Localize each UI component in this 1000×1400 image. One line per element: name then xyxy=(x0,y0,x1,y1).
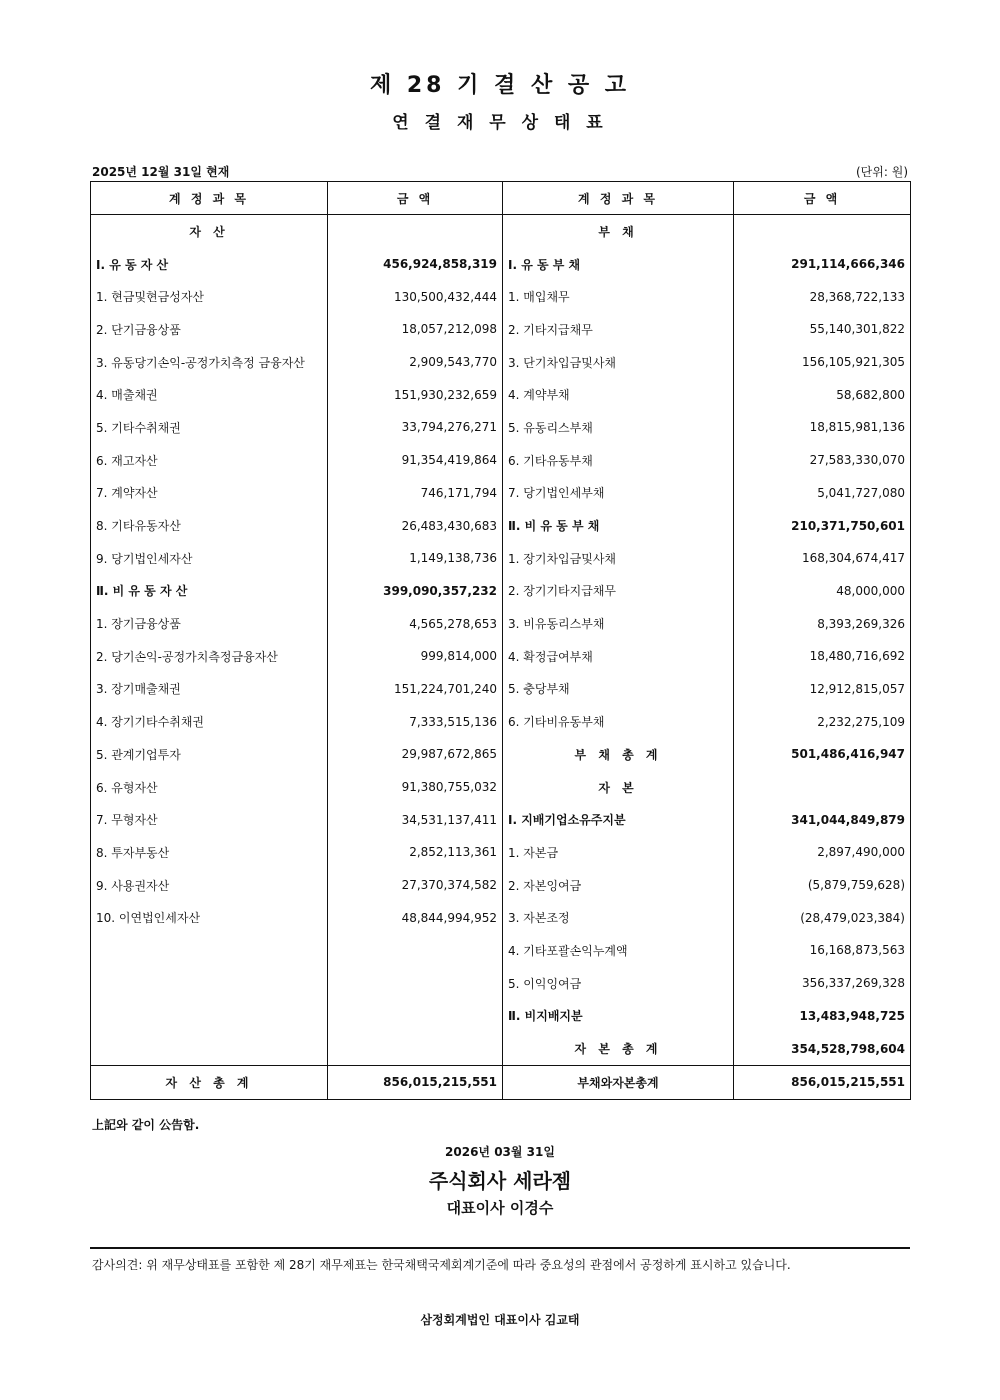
asset-amount-cell: 856,015,215,551 xyxy=(328,1065,503,1099)
liability-equity-account-cell: 3. 자본조정 xyxy=(503,901,734,934)
liability-equity-amount-cell: 501,486,416,947 xyxy=(734,738,911,771)
header-account-left: 계 정 과 목 xyxy=(91,182,328,215)
asset-amount-cell: 4,565,278,653 xyxy=(328,607,503,640)
liability-equity-amount-cell: 210,371,750,601 xyxy=(734,509,911,542)
unit-label: (단위: 원) xyxy=(856,165,908,179)
table-row xyxy=(91,215,911,248)
asset-account-cell xyxy=(91,1000,328,1033)
table-row xyxy=(91,248,911,281)
page-subtitle: 연 결 재 무 상 태 표 xyxy=(392,113,608,133)
table-row xyxy=(91,869,911,902)
table-row xyxy=(91,934,911,967)
liability-equity-amount-cell: 18,815,981,136 xyxy=(734,411,911,444)
asset-account-cell: 9. 사용권자산 xyxy=(91,869,328,902)
page-title: 제 28 기 결 산 공 고 xyxy=(369,73,631,98)
asset-account-cell: 7. 계약자산 xyxy=(91,477,328,510)
liability-equity-amount-cell: 8,393,269,326 xyxy=(734,607,911,640)
asset-amount-cell: 33,794,276,271 xyxy=(328,411,503,444)
asset-amount-cell: 1,149,138,736 xyxy=(328,542,503,575)
asset-account-cell: 4. 장기기타수취채권 xyxy=(91,705,328,738)
liability-equity-account-cell: 자 본 총 계 xyxy=(503,1032,734,1065)
table-row xyxy=(91,705,911,738)
asset-account-cell: 5. 기타수취채권 xyxy=(91,411,328,444)
asset-account-cell: 7. 무형자산 xyxy=(91,803,328,836)
asset-account-cell: Ⅰ. 유 동 자 산 xyxy=(91,248,328,281)
liability-equity-account-cell: 4. 계약부채 xyxy=(503,378,734,411)
asset-amount-cell: 27,370,374,582 xyxy=(328,869,503,902)
liability-equity-account-cell: 1. 장기차입금및사채 xyxy=(503,542,734,575)
table-row xyxy=(91,411,911,444)
asset-amount-cell: 29,987,672,865 xyxy=(328,738,503,771)
liability-equity-account-cell: Ⅰ. 유 동 부 채 xyxy=(503,248,734,281)
table-row xyxy=(91,542,911,575)
table-row xyxy=(91,771,911,804)
liability-equity-account-cell: 부채와자본총계 xyxy=(503,1065,734,1099)
liability-equity-amount-cell: 12,912,815,057 xyxy=(734,673,911,706)
table-row xyxy=(91,280,911,313)
audit-opinion: 감사의견: 위 재무상태표를 포함한 제 28기 재무제표는 한국채택국제회계기준에 따라 중요성의 관점에서 공정하게 표시하고 있습니다. xyxy=(92,1258,791,1272)
asset-account-cell: 9. 당기법인세자산 xyxy=(91,542,328,575)
asset-amount-cell: 456,924,858,319 xyxy=(328,248,503,281)
liability-equity-account-cell: 1. 자본금 xyxy=(503,836,734,869)
asset-amount-cell: 151,930,232,659 xyxy=(328,378,503,411)
asset-account-cell: 자 산 총 계 xyxy=(91,1065,328,1099)
liability-equity-account-cell: 2. 자본잉여금 xyxy=(503,869,734,902)
liability-equity-amount-cell: 856,015,215,551 xyxy=(734,1065,911,1099)
liability-equity-amount-cell: 356,337,269,328 xyxy=(734,967,911,1000)
table-row xyxy=(91,509,911,542)
asset-account-cell: 5. 관계기업투자 xyxy=(91,738,328,771)
liability-equity-amount-cell xyxy=(734,771,911,804)
asset-amount-cell: 48,844,994,952 xyxy=(328,901,503,934)
liability-equity-account-cell: 3. 단기차입금및사채 xyxy=(503,346,734,379)
divider xyxy=(90,1247,910,1249)
asset-account-cell: 1. 장기금융상품 xyxy=(91,607,328,640)
liability-equity-account-cell: 6. 기타유동부채 xyxy=(503,444,734,477)
table-row xyxy=(91,607,911,640)
asset-account-cell: 6. 재고자산 xyxy=(91,444,328,477)
table-row xyxy=(91,803,911,836)
liability-equity-amount-cell: 28,368,722,133 xyxy=(734,280,911,313)
table-row xyxy=(91,575,911,608)
asset-amount-cell: 2,909,543,770 xyxy=(328,346,503,379)
asset-amount-cell xyxy=(328,934,503,967)
asset-amount-cell xyxy=(328,1000,503,1033)
asset-account-cell: 자 산 xyxy=(91,215,328,248)
asset-amount-cell xyxy=(328,1032,503,1065)
asset-amount-cell: 2,852,113,361 xyxy=(328,836,503,869)
asset-amount-cell: 18,057,212,098 xyxy=(328,313,503,346)
liability-equity-account-cell: 4. 확정급여부채 xyxy=(503,640,734,673)
notice-text: 上記와 같이 公告함. xyxy=(92,1118,200,1132)
asset-amount-cell xyxy=(328,215,503,248)
liability-equity-amount-cell: 13,483,948,725 xyxy=(734,1000,911,1033)
liability-equity-account-cell: 자 본 xyxy=(503,771,734,804)
liability-equity-account-cell: Ⅱ. 비지배지분 xyxy=(503,1000,734,1033)
liability-equity-amount-cell xyxy=(734,215,911,248)
asset-account-cell xyxy=(91,967,328,1000)
asset-amount-cell: 91,380,755,032 xyxy=(328,771,503,804)
liability-equity-account-cell: 5. 유동리스부채 xyxy=(503,411,734,444)
company-name: 주식회사 세라젬 xyxy=(428,1169,572,1193)
asset-amount-cell: 91,354,419,864 xyxy=(328,444,503,477)
table-row xyxy=(91,967,911,1000)
liability-equity-amount-cell: 16,168,873,563 xyxy=(734,934,911,967)
asset-account-cell xyxy=(91,1032,328,1065)
publication-date: 2026년 03월 31일 xyxy=(445,1145,555,1159)
asset-account-cell: 4. 매출채권 xyxy=(91,378,328,411)
asset-account-cell: 3. 유동당기손익-공정가치측정 금융자산 xyxy=(91,346,328,379)
asset-account-cell: 10. 이연법인세자산 xyxy=(91,901,328,934)
liability-equity-amount-cell: 58,682,800 xyxy=(734,378,911,411)
table-row xyxy=(91,901,911,934)
liability-equity-amount-cell: 55,140,301,822 xyxy=(734,313,911,346)
liability-equity-amount-cell: 2,232,275,109 xyxy=(734,705,911,738)
asset-amount-cell: 26,483,430,683 xyxy=(328,509,503,542)
liability-equity-amount-cell: (5,879,759,628) xyxy=(734,869,911,902)
liability-equity-account-cell: Ⅱ. 비 유 동 부 채 xyxy=(503,509,734,542)
liability-equity-amount-cell: 341,044,849,879 xyxy=(734,803,911,836)
header-account-right: 계 정 과 목 xyxy=(503,182,734,215)
liability-equity-amount-cell: 48,000,000 xyxy=(734,575,911,608)
liability-equity-amount-cell: 156,105,921,305 xyxy=(734,346,911,379)
ceo-name: 대표이사 이경수 xyxy=(446,1199,554,1217)
asset-account-cell: 8. 기타유동자산 xyxy=(91,509,328,542)
liability-equity-account-cell: 부 채 xyxy=(503,215,734,248)
total-row xyxy=(91,1065,911,1099)
asset-account-cell: 2. 단기금융상품 xyxy=(91,313,328,346)
asset-amount-cell xyxy=(328,967,503,1000)
liability-equity-amount-cell: 18,480,716,692 xyxy=(734,640,911,673)
auditor-name: 삼정회계법인 대표이사 김교태 xyxy=(420,1313,580,1327)
asset-amount-cell: 399,090,357,232 xyxy=(328,575,503,608)
asset-account-cell: 1. 현금및현금성자산 xyxy=(91,280,328,313)
asset-amount-cell: 34,531,137,411 xyxy=(328,803,503,836)
asset-account-cell: 6. 유형자산 xyxy=(91,771,328,804)
liability-equity-account-cell: 부 채 총 계 xyxy=(503,738,734,771)
asset-amount-cell: 7,333,515,136 xyxy=(328,705,503,738)
header-amount-left: 금 액 xyxy=(328,182,503,215)
liability-equity-account-cell: 5. 충당부채 xyxy=(503,673,734,706)
table-row xyxy=(91,378,911,411)
asset-amount-cell: 999,814,000 xyxy=(328,640,503,673)
table-row xyxy=(91,1000,911,1033)
table-row xyxy=(91,444,911,477)
liability-equity-amount-cell: 5,041,727,080 xyxy=(734,477,911,510)
liability-equity-account-cell: Ⅰ. 지배기업소유주지분 xyxy=(503,803,734,836)
table-row xyxy=(91,346,911,379)
table-row xyxy=(91,313,911,346)
asset-account-cell: 2. 당기손익-공정가치측정금융자산 xyxy=(91,640,328,673)
asset-account-cell: 3. 장기매출채권 xyxy=(91,673,328,706)
liability-equity-account-cell: 4. 기타포괄손익누계액 xyxy=(503,934,734,967)
liability-equity-account-cell: 2. 기타지급채무 xyxy=(503,313,734,346)
liability-equity-account-cell: 2. 장기기타지급채무 xyxy=(503,575,734,608)
liability-equity-amount-cell: (28,479,023,384) xyxy=(734,901,911,934)
table-row xyxy=(91,640,911,673)
table-row xyxy=(91,836,911,869)
liability-equity-account-cell: 7. 당기법인세부채 xyxy=(503,477,734,510)
balance-sheet-table xyxy=(90,181,911,1100)
liability-equity-account-cell: 6. 기타비유동부채 xyxy=(503,705,734,738)
liability-equity-amount-cell: 27,583,330,070 xyxy=(734,444,911,477)
header-amount-right: 금 액 xyxy=(734,182,911,215)
liability-equity-account-cell: 5. 이익잉여금 xyxy=(503,967,734,1000)
asset-account-cell: Ⅱ. 비 유 동 자 산 xyxy=(91,575,328,608)
liability-equity-account-cell: 1. 매입채무 xyxy=(503,280,734,313)
statement-date: 2025년 12월 31일 현재 xyxy=(92,165,230,179)
table-row xyxy=(91,673,911,706)
asset-account-cell: 8. 투자부동산 xyxy=(91,836,328,869)
table-row xyxy=(91,477,911,510)
liability-equity-amount-cell: 2,897,490,000 xyxy=(734,836,911,869)
asset-account-cell xyxy=(91,934,328,967)
asset-amount-cell: 130,500,432,444 xyxy=(328,280,503,313)
table-header-row xyxy=(91,182,911,215)
liability-equity-amount-cell: 168,304,674,417 xyxy=(734,542,911,575)
liability-equity-amount-cell: 354,528,798,604 xyxy=(734,1032,911,1065)
table-row xyxy=(91,1032,911,1065)
liability-equity-account-cell: 3. 비유동리스부채 xyxy=(503,607,734,640)
liability-equity-amount-cell: 291,114,666,346 xyxy=(734,248,911,281)
table-row xyxy=(91,738,911,771)
asset-amount-cell: 746,171,794 xyxy=(328,477,503,510)
asset-amount-cell: 151,224,701,240 xyxy=(328,673,503,706)
